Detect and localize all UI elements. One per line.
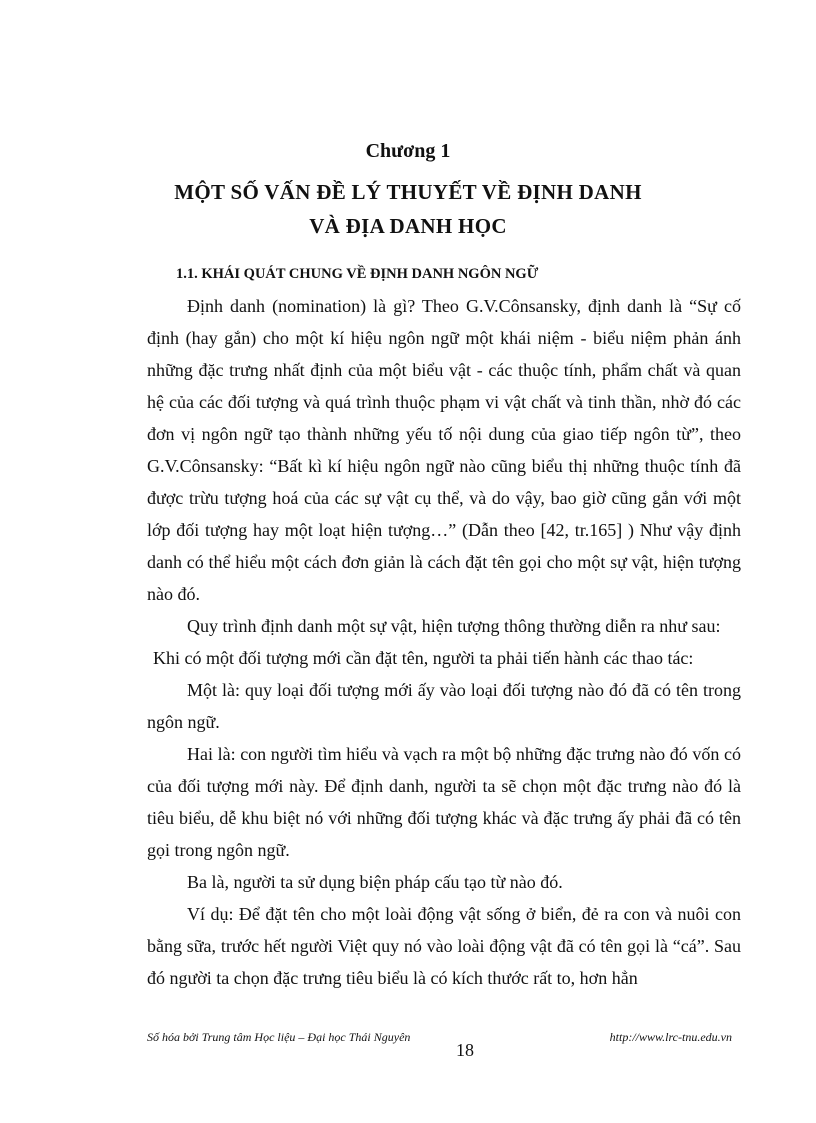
footer-source: Số hóa bởi Trung tâm Học liệu – Đại học Thái Nguyên xyxy=(147,1030,411,1044)
paragraph-step-one: Một là: quy loại đối tượng mới ấy vào loại đối tượng nào đó đã có tên trong ngôn ngữ. xyxy=(147,680,741,732)
section-heading: 1.1. KHÁI QUÁT CHUNG VỀ ĐỊNH DANH NGÔN NGỮ xyxy=(176,266,539,282)
paragraph-definition: Định danh (nomination) là gì? Theo G.V.Cônsansky, định danh là “Sự cố định (hay gắn) cho một kí hiệu ngôn ngữ một khái niệm - biểu niệm phản ánh những đặc trưng nhất định của một biểu vật - các thuộc tính, phẩm chất và quan hệ của các đối tượng và quá trình thuộc phạm vi vật chất và tinh thần, nhờ đó các đơn vị ngôn ngữ tạo thành những yếu tố nội dung của giao tiếp ngôn từ”, theo G.V.Cônsansky: “Bất kì kí hiệu ngôn ngữ nào cũng biểu thị những thuộc tính đã được trừu tượng hoá của các sự vật cụ thể, và do vậy, bao giờ cũng gắn với một lớp đối tượng hay một loạt hiện tượng…” (Dẫn theo [42, tr.165] ) Như vậy định danh có thể hiểu một cách đơn giản là cách đặt tên gọi cho một sự vật, hiện tượng nào đó. xyxy=(147,296,741,604)
chapter-heading: Chương 1 xyxy=(365,140,451,162)
paragraph-step-three: Ba là, người ta sử dụng biện pháp cấu tạo từ nào đó. xyxy=(187,872,563,892)
page-number: 18 xyxy=(456,1040,474,1060)
body-text xyxy=(147,290,741,994)
chapter-title-line-1: MỘT SỐ VẤN ĐỀ LÝ THUYẾT VỀ ĐỊNH DANH xyxy=(174,180,642,204)
paragraph-steps-intro: Khi có một đối tượng mới cần đặt tên, người ta phải tiến hành các thao tác: xyxy=(153,648,694,668)
paragraph-example: Ví dụ: Để đặt tên cho một loài động vật sống ở biển, đẻ ra con và nuôi con bằng sữa, trước hết người Việt quy nó vào loài động vật đã có tên gọi là “cá”. Sau đó người ta chọn đặc trưng tiêu biểu là có kích thước rất to, hơn hẳn xyxy=(147,904,741,988)
footer-url: http://www.lrc-tnu.edu.vn xyxy=(609,1030,732,1044)
paragraph-step-two: Hai là: con người tìm hiểu và vạch ra một bộ những đặc trưng nào đó vốn có của đối tượng mới này. Để định danh, người ta sẽ chọn một đặc trưng nào đó là tiêu biểu, dễ khu biệt nó với những đối tượng khác và đặc trưng ấy phải đã có tên gọi trong ngôn ngữ. xyxy=(147,744,741,860)
paragraph-process-intro: Quy trình định danh một sự vật, hiện tượng thông thường diễn ra như sau: xyxy=(187,616,721,636)
chapter-title-line-2: VÀ ĐỊA DANH HỌC xyxy=(309,214,507,238)
